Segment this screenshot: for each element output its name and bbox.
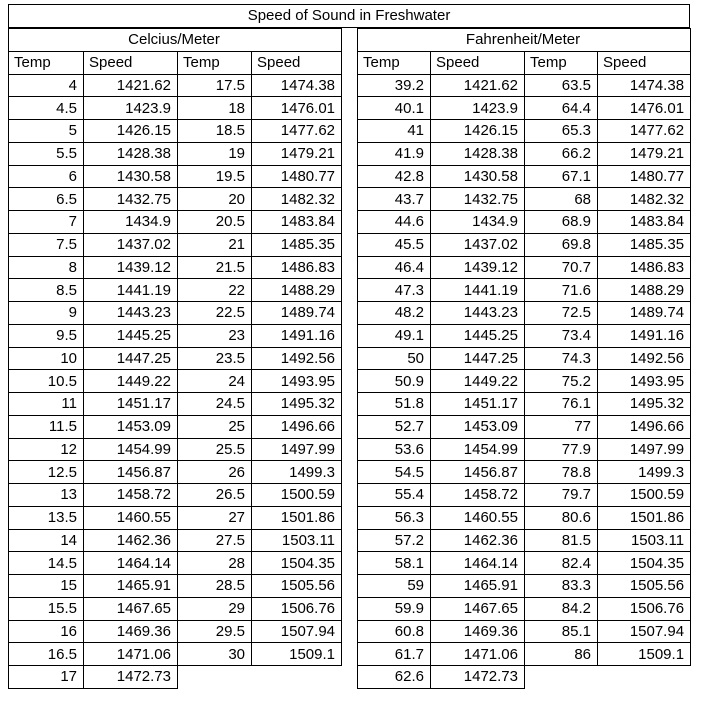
temp-cell: 19 xyxy=(178,142,252,165)
temp-cell: 50 xyxy=(358,347,431,370)
temp-cell: 8.5 xyxy=(9,279,84,302)
speed-cell: 1474.38 xyxy=(598,74,691,97)
speed-cell: 1483.84 xyxy=(598,211,691,234)
speed-cell: 1441.19 xyxy=(84,279,178,302)
table-row xyxy=(358,233,691,256)
table-row xyxy=(9,552,342,575)
speed-cell: 1456.87 xyxy=(431,461,525,484)
speed-cell: 1472.73 xyxy=(84,666,178,689)
temp-cell: 11 xyxy=(9,393,84,416)
temp-cell: 75.2 xyxy=(525,370,598,393)
table-row xyxy=(9,393,342,416)
temp-cell: 55.4 xyxy=(358,484,431,507)
table-row xyxy=(358,302,691,325)
temp-cell: 10.5 xyxy=(9,370,84,393)
table-row xyxy=(9,370,342,393)
speed-cell: 1495.32 xyxy=(252,393,342,416)
speed-cell: 1465.91 xyxy=(84,575,178,598)
table-row xyxy=(9,324,342,347)
page-title: Speed of Sound in Freshwater xyxy=(8,4,690,28)
speed-cell: 1426.15 xyxy=(431,120,525,143)
temp-cell: 16 xyxy=(9,620,84,643)
temp-cell: 39.2 xyxy=(358,74,431,97)
table-row xyxy=(9,438,342,461)
temp-cell: 12 xyxy=(9,438,84,461)
temp-cell: 20 xyxy=(178,188,252,211)
speed-cell: 1483.84 xyxy=(252,211,342,234)
speed-cell: 1485.35 xyxy=(598,233,691,256)
temp-cell: 14.5 xyxy=(9,552,84,575)
temp-cell: 85.1 xyxy=(525,620,598,643)
temp-cell: 10 xyxy=(9,347,84,370)
temp-cell: 58.1 xyxy=(358,552,431,575)
speed-cell: 1509.1 xyxy=(252,643,342,666)
speed-cell: 1449.22 xyxy=(431,370,525,393)
speed-cell: 1482.32 xyxy=(252,188,342,211)
table-row xyxy=(9,529,342,552)
speed-cell: 1499.3 xyxy=(252,461,342,484)
temp-cell: 24.5 xyxy=(178,393,252,416)
temp-cell: 48.2 xyxy=(358,302,431,325)
speed-cell: 1462.36 xyxy=(431,529,525,552)
temp-cell: 71.6 xyxy=(525,279,598,302)
speed-cell: 1434.9 xyxy=(431,211,525,234)
temp-cell: 66.2 xyxy=(525,142,598,165)
temp-cell: 28.5 xyxy=(178,575,252,598)
temp-cell: 23.5 xyxy=(178,347,252,370)
speed-cell: 1480.77 xyxy=(598,165,691,188)
column-header: Speed xyxy=(598,51,691,74)
temp-cell: 40.1 xyxy=(358,97,431,120)
table-row xyxy=(358,643,691,666)
table-row xyxy=(9,575,342,598)
table-row xyxy=(358,461,691,484)
speed-cell: 1439.12 xyxy=(431,256,525,279)
temp-cell: 14 xyxy=(9,529,84,552)
speed-cell: 1507.94 xyxy=(252,620,342,643)
table-row xyxy=(9,461,342,484)
temp-cell: 49.1 xyxy=(358,324,431,347)
table-row xyxy=(358,211,691,234)
speed-cell: 1447.25 xyxy=(431,347,525,370)
temp-cell: 77 xyxy=(525,415,598,438)
speed-cell: 1497.99 xyxy=(252,438,342,461)
column-header: Speed xyxy=(84,51,178,74)
speed-cell: 1428.38 xyxy=(84,142,178,165)
table-row xyxy=(358,393,691,416)
speed-cell: 1423.9 xyxy=(431,97,525,120)
speed-cell: 1445.25 xyxy=(431,324,525,347)
table-row xyxy=(9,415,342,438)
table-row xyxy=(358,552,691,575)
speed-cell: 1493.95 xyxy=(252,370,342,393)
speed-cell: 1443.23 xyxy=(431,302,525,325)
speed-cell: 1462.36 xyxy=(84,529,178,552)
table-row xyxy=(9,120,342,143)
table-row xyxy=(358,74,691,97)
speed-cell: 1469.36 xyxy=(431,620,525,643)
speed-cell: 1496.66 xyxy=(598,415,691,438)
speed-cell: 1445.25 xyxy=(84,324,178,347)
temp-cell: 4.5 xyxy=(9,97,84,120)
speed-cell: 1454.99 xyxy=(431,438,525,461)
speed-cell: 1441.19 xyxy=(431,279,525,302)
table-row xyxy=(9,643,342,666)
table-row xyxy=(358,165,691,188)
table-row xyxy=(358,279,691,302)
speed-cell: 1492.56 xyxy=(252,347,342,370)
celsius-table xyxy=(8,28,342,689)
temp-cell: 9.5 xyxy=(9,324,84,347)
speed-cell: 1428.38 xyxy=(431,142,525,165)
speed-cell: 1430.58 xyxy=(84,165,178,188)
temp-cell: 13.5 xyxy=(9,506,84,529)
speed-cell: 1477.62 xyxy=(598,120,691,143)
temp-cell: 17.5 xyxy=(178,74,252,97)
temp-cell: 44.6 xyxy=(358,211,431,234)
speed-cell: 1426.15 xyxy=(84,120,178,143)
fahrenheit-group-header xyxy=(358,29,691,52)
speed-cell: 1451.17 xyxy=(84,393,178,416)
temp-cell: 13 xyxy=(9,484,84,507)
table-row xyxy=(358,188,691,211)
temp-cell: 50.9 xyxy=(358,370,431,393)
speed-cell: 1486.83 xyxy=(598,256,691,279)
speed-cell: 1504.35 xyxy=(598,552,691,575)
temp-cell: 81.5 xyxy=(525,529,598,552)
temp-cell: 27 xyxy=(178,506,252,529)
speed-cell: 1505.56 xyxy=(598,575,691,598)
temp-cell: 79.7 xyxy=(525,484,598,507)
speed-cell: 1434.9 xyxy=(84,211,178,234)
table-row xyxy=(358,324,691,347)
temp-cell: 20.5 xyxy=(178,211,252,234)
column-header: Speed xyxy=(252,51,342,74)
speed-cell: 1485.35 xyxy=(252,233,342,256)
column-header: Temp xyxy=(525,51,598,74)
speed-cell: 1421.62 xyxy=(84,74,178,97)
temp-cell: 53.6 xyxy=(358,438,431,461)
speed-cell: 1491.16 xyxy=(252,324,342,347)
speed-cell: 1474.38 xyxy=(252,74,342,97)
speed-cell: 1471.06 xyxy=(84,643,178,666)
temp-cell: 60.8 xyxy=(358,620,431,643)
temp-cell: 54.5 xyxy=(358,461,431,484)
temp-cell: 6.5 xyxy=(9,188,84,211)
speed-cell: 1460.55 xyxy=(431,506,525,529)
temp-cell: 76.1 xyxy=(525,393,598,416)
temp-cell: 5 xyxy=(9,120,84,143)
speed-cell: 1500.59 xyxy=(598,484,691,507)
column-header-row xyxy=(9,51,342,74)
speed-cell: 1447.25 xyxy=(84,347,178,370)
temp-cell: 16.5 xyxy=(9,643,84,666)
table-row xyxy=(9,279,342,302)
speed-cell: 1476.01 xyxy=(252,97,342,120)
temp-cell: 29.5 xyxy=(178,620,252,643)
table-row xyxy=(358,529,691,552)
temp-cell: 59.9 xyxy=(358,597,431,620)
temp-cell: 9 xyxy=(9,302,84,325)
temp-cell: 82.4 xyxy=(525,552,598,575)
temp-cell: 62.6 xyxy=(358,666,431,689)
temp-cell: 86 xyxy=(525,643,598,666)
temp-cell: 73.4 xyxy=(525,324,598,347)
temp-cell: 25 xyxy=(178,415,252,438)
speed-cell: 1496.66 xyxy=(252,415,342,438)
group-label: Celcius/Meter xyxy=(9,29,342,52)
temp-cell: 41.9 xyxy=(358,142,431,165)
temp-cell: 72.5 xyxy=(525,302,598,325)
temp-cell: 65.3 xyxy=(525,120,598,143)
group-label: Fahrenheit/Meter xyxy=(358,29,691,52)
speed-cell: 1453.09 xyxy=(431,415,525,438)
speed-cell: 1464.14 xyxy=(431,552,525,575)
temp-cell: 63.5 xyxy=(525,74,598,97)
empty-cell xyxy=(598,666,691,689)
table-row xyxy=(358,620,691,643)
temp-cell: 27.5 xyxy=(178,529,252,552)
table-row xyxy=(358,506,691,529)
temp-cell: 52.7 xyxy=(358,415,431,438)
column-header: Speed xyxy=(431,51,525,74)
temp-cell: 7.5 xyxy=(9,233,84,256)
speed-cell: 1437.02 xyxy=(431,233,525,256)
speed-cell: 1482.32 xyxy=(598,188,691,211)
speed-cell: 1443.23 xyxy=(84,302,178,325)
table-row xyxy=(358,597,691,620)
speed-cell: 1456.87 xyxy=(84,461,178,484)
table-row xyxy=(9,142,342,165)
speed-cell: 1503.11 xyxy=(252,529,342,552)
temp-cell: 28 xyxy=(178,552,252,575)
temp-cell: 6 xyxy=(9,165,84,188)
speed-cell: 1488.29 xyxy=(598,279,691,302)
temp-cell: 80.6 xyxy=(525,506,598,529)
table-row xyxy=(358,347,691,370)
celsius-group-header xyxy=(9,29,342,52)
table-row xyxy=(358,666,691,689)
temp-cell: 26.5 xyxy=(178,484,252,507)
temp-cell: 74.3 xyxy=(525,347,598,370)
temp-cell: 5.5 xyxy=(9,142,84,165)
speed-cell: 1507.94 xyxy=(598,620,691,643)
speed-cell: 1460.55 xyxy=(84,506,178,529)
speed-cell: 1467.65 xyxy=(84,597,178,620)
speed-cell: 1504.35 xyxy=(252,552,342,575)
speed-cell: 1499.3 xyxy=(598,461,691,484)
speed-cell: 1464.14 xyxy=(84,552,178,575)
table-row xyxy=(9,188,342,211)
speed-cell: 1489.74 xyxy=(252,302,342,325)
table-row xyxy=(9,506,342,529)
column-header: Temp xyxy=(9,51,84,74)
speed-cell: 1501.86 xyxy=(598,506,691,529)
speed-cell: 1430.58 xyxy=(431,165,525,188)
speed-cell: 1509.1 xyxy=(598,643,691,666)
temp-cell: 24 xyxy=(178,370,252,393)
table-row xyxy=(358,120,691,143)
temp-cell: 30 xyxy=(178,643,252,666)
table-row xyxy=(358,484,691,507)
table-row xyxy=(9,620,342,643)
temp-cell: 56.3 xyxy=(358,506,431,529)
table-row xyxy=(358,142,691,165)
temp-cell: 15 xyxy=(9,575,84,598)
temp-cell: 26 xyxy=(178,461,252,484)
column-header: Temp xyxy=(178,51,252,74)
speed-cell: 1497.99 xyxy=(598,438,691,461)
speed-cell: 1472.73 xyxy=(431,666,525,689)
speed-cell: 1488.29 xyxy=(252,279,342,302)
temp-cell: 18 xyxy=(178,97,252,120)
speed-cell: 1458.72 xyxy=(84,484,178,507)
temp-cell: 19.5 xyxy=(178,165,252,188)
temp-cell: 12.5 xyxy=(9,461,84,484)
speed-cell: 1432.75 xyxy=(431,188,525,211)
temp-cell: 61.7 xyxy=(358,643,431,666)
temp-cell: 22.5 xyxy=(178,302,252,325)
speed-cell: 1471.06 xyxy=(431,643,525,666)
speed-cell: 1476.01 xyxy=(598,97,691,120)
temp-cell: 15.5 xyxy=(9,597,84,620)
temp-cell: 43.7 xyxy=(358,188,431,211)
temp-cell: 21 xyxy=(178,233,252,256)
temp-cell: 4 xyxy=(9,74,84,97)
speed-cell: 1477.62 xyxy=(252,120,342,143)
speed-cell: 1458.72 xyxy=(431,484,525,507)
speed-cell: 1493.95 xyxy=(598,370,691,393)
temp-cell: 51.8 xyxy=(358,393,431,416)
speed-cell: 1506.76 xyxy=(252,597,342,620)
table-row xyxy=(9,347,342,370)
temp-cell: 23 xyxy=(178,324,252,347)
table-row xyxy=(9,484,342,507)
table-row xyxy=(9,233,342,256)
speed-cell: 1451.17 xyxy=(431,393,525,416)
speed-cell: 1491.16 xyxy=(598,324,691,347)
temp-cell: 7 xyxy=(9,211,84,234)
table-row xyxy=(9,597,342,620)
table-row xyxy=(9,256,342,279)
speed-cell: 1500.59 xyxy=(252,484,342,507)
temp-cell: 11.5 xyxy=(9,415,84,438)
temp-cell: 46.4 xyxy=(358,256,431,279)
temp-cell: 18.5 xyxy=(178,120,252,143)
temp-cell: 17 xyxy=(9,666,84,689)
temp-cell: 64.4 xyxy=(525,97,598,120)
temp-cell: 77.9 xyxy=(525,438,598,461)
table-row xyxy=(358,575,691,598)
speed-cell: 1449.22 xyxy=(84,370,178,393)
temp-cell: 21.5 xyxy=(178,256,252,279)
speed-cell: 1505.56 xyxy=(252,575,342,598)
table-row xyxy=(358,438,691,461)
speed-cell: 1437.02 xyxy=(84,233,178,256)
temp-cell: 47.3 xyxy=(358,279,431,302)
speed-cell: 1495.32 xyxy=(598,393,691,416)
speed-cell: 1486.83 xyxy=(252,256,342,279)
speed-cell: 1489.74 xyxy=(598,302,691,325)
temp-cell: 67.1 xyxy=(525,165,598,188)
fahrenheit-table xyxy=(357,28,691,689)
table-row xyxy=(358,256,691,279)
table-row xyxy=(358,97,691,120)
speed-cell: 1421.62 xyxy=(431,74,525,97)
temp-cell: 59 xyxy=(358,575,431,598)
temp-cell: 84.2 xyxy=(525,597,598,620)
table-row xyxy=(358,370,691,393)
table-row xyxy=(9,97,342,120)
temp-cell: 70.7 xyxy=(525,256,598,279)
empty-cell xyxy=(178,666,252,689)
temp-cell: 22 xyxy=(178,279,252,302)
speed-cell: 1467.65 xyxy=(431,597,525,620)
empty-cell xyxy=(252,666,342,689)
table-row xyxy=(9,165,342,188)
speed-cell: 1453.09 xyxy=(84,415,178,438)
table-row xyxy=(9,211,342,234)
speed-cell: 1479.21 xyxy=(252,142,342,165)
empty-cell xyxy=(525,666,598,689)
temp-cell: 57.2 xyxy=(358,529,431,552)
column-header-row xyxy=(358,51,691,74)
table-row xyxy=(9,74,342,97)
speed-cell: 1479.21 xyxy=(598,142,691,165)
temp-cell: 78.8 xyxy=(525,461,598,484)
table-row xyxy=(9,666,342,689)
temp-cell: 8 xyxy=(9,256,84,279)
temp-cell: 25.5 xyxy=(178,438,252,461)
speed-cell: 1501.86 xyxy=(252,506,342,529)
temp-cell: 45.5 xyxy=(358,233,431,256)
speed-cell: 1469.36 xyxy=(84,620,178,643)
speed-cell: 1492.56 xyxy=(598,347,691,370)
speed-cell: 1506.76 xyxy=(598,597,691,620)
temp-cell: 42.8 xyxy=(358,165,431,188)
temp-cell: 69.8 xyxy=(525,233,598,256)
speed-cell: 1480.77 xyxy=(252,165,342,188)
speed-cell: 1432.75 xyxy=(84,188,178,211)
speed-cell: 1465.91 xyxy=(431,575,525,598)
table-row xyxy=(9,302,342,325)
temp-cell: 29 xyxy=(178,597,252,620)
temp-cell: 68 xyxy=(525,188,598,211)
temp-cell: 68.9 xyxy=(525,211,598,234)
column-header: Temp xyxy=(358,51,431,74)
speed-cell: 1454.99 xyxy=(84,438,178,461)
speed-cell: 1423.9 xyxy=(84,97,178,120)
temp-cell: 83.3 xyxy=(525,575,598,598)
temp-cell: 41 xyxy=(358,120,431,143)
speed-cell: 1503.11 xyxy=(598,529,691,552)
table-row xyxy=(358,415,691,438)
speed-cell: 1439.12 xyxy=(84,256,178,279)
